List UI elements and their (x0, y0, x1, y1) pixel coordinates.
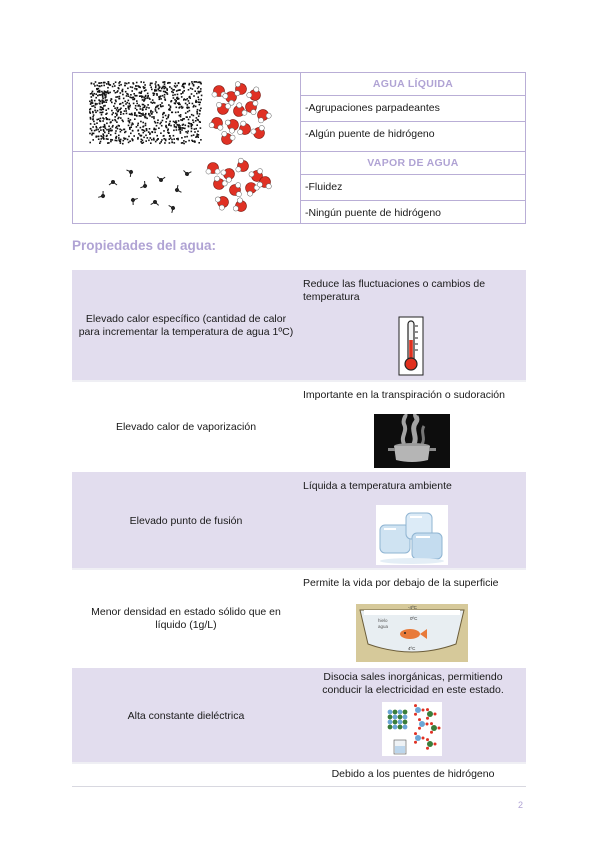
water-vapor-molecules-icon (73, 152, 300, 224)
phase-title: AGUA LÍQUIDA (301, 73, 525, 96)
salt-dissociation-icon (382, 702, 442, 756)
frozen-lake-fish-icon (356, 604, 468, 662)
section-title: Propiedades del agua: (72, 238, 217, 253)
footer-divider (72, 786, 526, 787)
liquid-water-row (73, 73, 525, 152)
phase-title: VAPOR DE AGUA (301, 152, 525, 175)
phase-property: -Fluidez (301, 175, 525, 201)
diagram-label: 4ºC (408, 646, 416, 651)
property-description: Líquida a temperatura ambiente (303, 480, 452, 492)
property-row-solid-density (72, 570, 526, 668)
property-name: Elevado punto de fusión (129, 514, 243, 527)
diagram-label: hielo (378, 618, 388, 623)
property-description: Reduce las fluctuaciones o cambios de temperatura (303, 278, 486, 303)
liquid-water-molecules-icon (73, 73, 300, 151)
water-vapor-text-cell (301, 152, 525, 224)
property-row-specific-heat (72, 270, 526, 382)
property-name: Menor densidad en estado sólido que en líquido (1g/L) (91, 606, 281, 631)
phase-property: -Algún puente de hidrógeno (305, 128, 435, 140)
property-row-dielectric-constant (72, 668, 526, 764)
liquid-water-text-cell (301, 73, 525, 151)
diagram-label: 0ºC (410, 616, 418, 621)
property-row-vaporization-heat (72, 382, 526, 472)
ice-cubes-icon (376, 505, 448, 565)
property-name: Elevado calor de vaporización (115, 420, 257, 433)
trailing-note: Debido a los puentes de hidrógeno (331, 768, 495, 780)
phase-property: -Ningún puente de hidrógeno (305, 207, 442, 219)
phase-property: -Agrupaciones parpadeantes (301, 96, 525, 122)
thermometer-icon (398, 316, 424, 376)
water-states-table (72, 72, 526, 224)
property-name: Alta constante dieléctrica (127, 709, 245, 722)
diagram-label: agua (378, 624, 389, 629)
page-number: 2 (518, 800, 524, 810)
property-description: Importante en la transpiración o sudoración (303, 389, 505, 401)
water-vapor-image-cell (73, 152, 301, 224)
water-vapor-row (73, 152, 525, 224)
liquid-water-image-cell (73, 73, 301, 151)
property-name: Elevado calor específico (cantidad de calor para incrementar la temperatura de agua 1ºC) (78, 313, 294, 338)
property-description: Disocia sales inorgánicas, permitiendo conducir la electricidad en este estado. (322, 671, 504, 696)
property-description: Permite la vida por debajo de la superficie (303, 577, 499, 589)
diagram-label: -4ºC (408, 605, 417, 610)
property-row-melting-point (72, 472, 526, 570)
steaming-pot-icon (374, 414, 450, 468)
